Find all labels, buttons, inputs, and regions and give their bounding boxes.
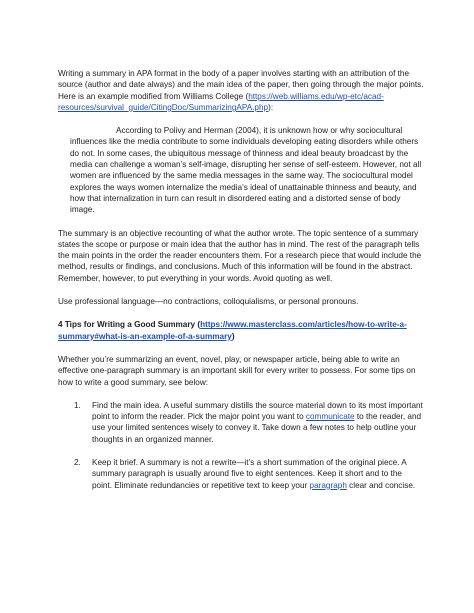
whether-paragraph: Whether you’re summarizing an event, novel, play, or newspaper article, being able to write an effective one-paragraph summary is an important skill for every writer to possess. For some tips on how to write a good summary, see below: xyxy=(58,354,416,387)
summary-paragraph: The summary is an objective recounting of what the author wrote. The topic sentence of a summary states the scope or purpose or main idea that the author has in mind. The rest of the paragraph tells the main points in the order the reader encounters them. For a research piece that would include the method, results or findings, and conclusions. Much of this information will be found in the abstract. Remember, however, to put everything in your words. Avoid quoting as well. xyxy=(58,228,422,283)
tip-text: Keep it brief. A summary is not a rewrite—it’s a short summation of the original piece. A summary paragraph is usually around five to eight sentences. Keep it short and to the point. Eliminate redundancies or repetitive text to keep your xyxy=(92,458,407,490)
tip-item xyxy=(74,457,424,491)
tips-list xyxy=(74,400,424,491)
tip-text-after: clear and concise. xyxy=(346,480,416,490)
tip-text-after: to the reader, and use your limited sentences wisely to convey it. Take down a few notes to help outline your thoughts in an organized manner. xyxy=(92,412,422,444)
example-summary-quote xyxy=(70,125,424,215)
intro-after-link: ): xyxy=(268,102,274,112)
williams-college-link[interactable]: https://web.williams.edu/wp-etc/acad-resources/survival_guide/CitingDoc/SummarizingAPA.php xyxy=(58,91,384,112)
intro-paragraph xyxy=(58,68,424,113)
tip-number: 2. xyxy=(74,458,81,468)
tip-number: 1. xyxy=(74,400,81,410)
intro-text: Writing a summary in APA format in the body of a paper involves starting with an attribution of the source (author and date always) and the main idea of the paper, then going through the major points. Here is an example modified from Williams College ( xyxy=(58,69,424,101)
language-note: Use professional language—no contractions, colloquialisms, or personal pronouns. xyxy=(58,297,359,307)
tips-heading xyxy=(58,319,424,342)
quote-text: According to Polivy and Herman (2004), it is unknown how or why sociocultural influences like the media contribute to some individuals developing eating disorders while others do not. In some cases, the ubiquitous message of thinness and ideal beauty broadcast by the media can challenge a woman’s self-image, disrupting her sense of self-esteem. However, not all women are influenced by the same media messages in the same way. The sociocultural model explores the ways women internalize the media’s ideal of unattainable thinness and beauty, and how that internalization in turn can result in disordered eating and a distorted sense of body image. xyxy=(70,126,422,215)
tips-heading-text: 4 Tips for Writing a Good Summary ( xyxy=(58,320,201,330)
tip-text: Find the main idea. A useful summary distills the source material down to its most important point to inform the reader. Pick the major point you want to xyxy=(92,400,423,422)
communicate-link[interactable]: communicate xyxy=(305,412,355,422)
tip-item xyxy=(74,400,424,445)
paragraph-link[interactable]: paragraph xyxy=(309,480,347,490)
tips-heading-after-link: ) xyxy=(231,331,235,341)
masterclass-link[interactable]: https://www.masterclass.com/articles/how-to-write-a-summary#what-is-an-example-of-a-summary xyxy=(58,320,407,341)
